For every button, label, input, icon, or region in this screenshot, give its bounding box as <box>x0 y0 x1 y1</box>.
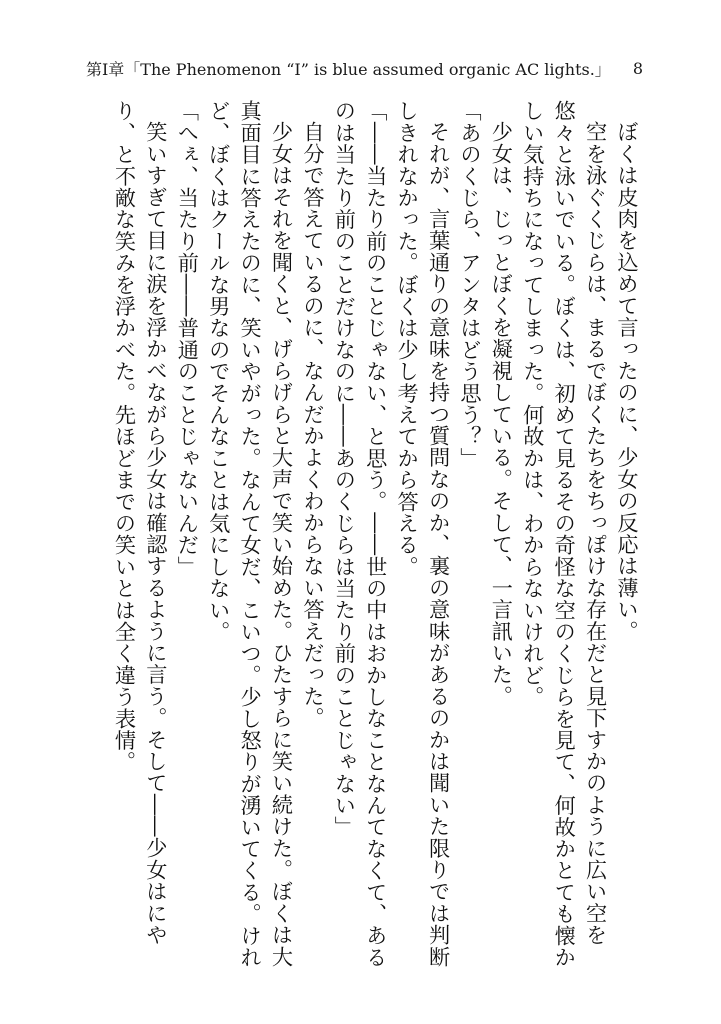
paragraph: 空を泳ぐくじらは、まるでぼくたちをちっぽけな存在だと見下すかのように広い空を悠々と泳いでいる。ぼくは、初めて見るその奇怪な空のくじらを見て、何故かとても懐かしい気持ちになってしまった。何故かは、わからないけれど。 <box>520 100 609 968</box>
paragraph: ぼくは皮肉を込めて言ったのに、少女の反応は薄い。 <box>615 121 640 642</box>
chapter-title: 第Ⅰ章「The Phenomenon “I” is blue assumed organic AC lights.」 <box>85 59 611 79</box>
dialogue-line: 「あのくじら、アンタはどう思う？」 <box>457 100 483 469</box>
running-header <box>86 54 643 82</box>
paragraph: それが、言葉通りの意味を持つ質問なのか、裏の意味があるのかは聞いた限りでは判断しきれなかった。ぼくは少し考えてから答える。 <box>395 100 452 968</box>
page-number: 8 <box>632 58 643 78</box>
paragraph: 自分で答えているのに、なんだかよくわからない答えだった。 <box>300 121 326 729</box>
vertical-body-text <box>63 100 643 970</box>
paragraph: 少女はそれを聞くと、げらげらと大声で笑い始めた。ひたすらに笑い続けた。ぼくは大真面目に答えたのに、笑いやがった。なんて女だ、こいつ。少し怒りが湧いてくる。けれど、ぼくはクールな男なのでそんなことは気にしない。 <box>206 100 295 968</box>
dialogue-line: 「へぇ、当たり前――普通のことじゃないんだ」 <box>175 100 201 578</box>
dialogue-line: 「――当たり前のことじゃない、と思う。――世の中はおかしなことなんてなくて、あるのは当たり前のことだけなのに――あのくじらは当たり前のことじゃない」 <box>332 100 389 968</box>
paragraph: 少女は、じっとぼくを凝視している。そして、一言訊いた。 <box>489 121 515 708</box>
paragraph: 笑いすぎて目に涙を浮かべながら少女は確認するように言う。そして――少女はにやり、と不敵な笑みを浮かべた。先ほどまでの笑いとは全く違う表情。 <box>112 100 169 946</box>
